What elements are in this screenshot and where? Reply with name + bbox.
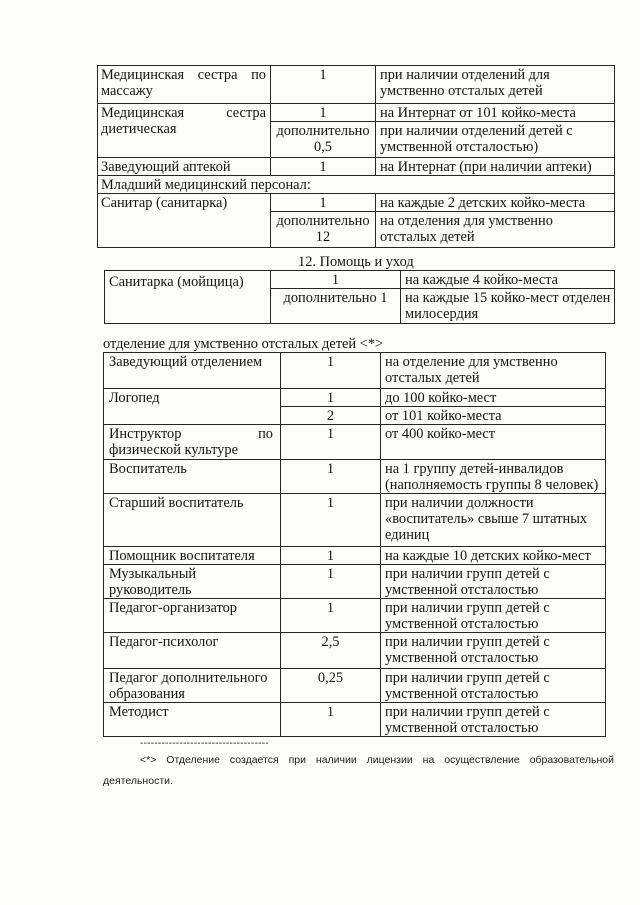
count-cell: 1 [281, 565, 381, 599]
table-row [104, 460, 606, 494]
cell-text-line: Инструктор по [109, 426, 273, 442]
group-heading-cell: Младший медицинский персонал: [98, 176, 615, 194]
note-cell: на Интернат от 101 койко-места [376, 104, 615, 122]
table-row [98, 194, 615, 212]
position-cell: Воспитатель [104, 460, 281, 494]
cell-text-line: Медицинская сестра [101, 105, 266, 121]
footnote-separator: ------------------------------------ [140, 738, 269, 749]
cell-text-line: физической культуре [109, 442, 238, 458]
note-cell: на Интернат (при наличии аптеки) [376, 158, 615, 176]
count-cell: дополнительно 12 [271, 212, 376, 248]
position-cell: Заведующий аптекой [98, 158, 271, 176]
count-cell: 1 [271, 66, 376, 104]
note-cell: на отделения для умственно отсталых детей [376, 212, 615, 248]
subsection-title: отделение для умственно отсталых детей <*> [103, 336, 384, 352]
count-cell: 1 [271, 194, 376, 212]
table-row [98, 104, 615, 122]
cell-text-line: массажу [101, 83, 153, 99]
position-cell: Педагог-организатор [104, 599, 281, 633]
table-row [98, 158, 615, 176]
cell-text-line: Медицинская сестра по [101, 67, 266, 83]
position-cell: Педагог дополнительного образования [104, 669, 281, 703]
count-cell: 1 [281, 547, 381, 565]
table-row [105, 271, 615, 289]
count-cell: 1 [281, 353, 381, 389]
position-cell: Помощник воспитателя [104, 547, 281, 565]
note-cell: при наличии должности «воспитатель» свыше 7 штатных единиц [381, 494, 606, 547]
position-cell: Музыкальный руководитель [104, 565, 281, 599]
footnote-text: <*> Отделение создается при наличии лицензии на осуществление образовательной деятельности. [103, 754, 614, 787]
count-cell: дополнительно 0,5 [271, 122, 376, 158]
cell-text-line: диетическая [101, 121, 177, 137]
count-cell: 0,25 [281, 669, 381, 703]
table-row [104, 599, 606, 633]
position-cell: Заведующий отделением [104, 353, 281, 389]
care-staff-table [104, 270, 615, 324]
table-row [104, 669, 606, 703]
section-title: 12. Помощь и уход [298, 254, 414, 270]
count-cell: 1 [271, 158, 376, 176]
count-cell: 1 [281, 389, 381, 407]
note-cell: при наличии групп детей с умственной отсталостью [381, 565, 606, 599]
note-cell: при наличии отделений детей с умственной отсталостью) [376, 122, 615, 158]
table-row [104, 565, 606, 599]
note-cell: от 400 койко-мест [381, 425, 606, 460]
position-cell: Методист [104, 703, 281, 737]
note-cell: на каждые 10 детских койко-мест [381, 547, 606, 565]
count-cell: 2 [281, 407, 381, 425]
note-cell: при наличии групп детей с умственной отсталостью [381, 669, 606, 703]
note-cell: на каждые 15 койко-мест отделен милосердия [401, 289, 615, 324]
note-cell: при наличии групп детей с умственной отсталостью [381, 599, 606, 633]
note-cell: от 101 койко-места [381, 407, 606, 425]
position-cell [98, 66, 271, 104]
table-group-row [98, 176, 615, 194]
table-row [104, 425, 606, 460]
table-row [104, 547, 606, 565]
table-row [104, 353, 606, 389]
position-cell: Санитар (санитарка) [98, 194, 271, 248]
table-row [104, 633, 606, 669]
note-cell: при наличии отделений для умственно отсталых детей [376, 66, 615, 104]
count-cell: 1 [281, 460, 381, 494]
table-row [104, 494, 606, 547]
count-cell: дополнительно 1 [271, 289, 401, 324]
note-cell: на каждые 4 койко-места [401, 271, 615, 289]
position-cell: Старший воспитатель [104, 494, 281, 547]
note-cell: на отделение для умственно отсталых детей [381, 353, 606, 389]
note-cell: на каждые 2 детских койко-места [376, 194, 615, 212]
medical-staff-table [97, 65, 615, 248]
note-cell: до 100 койко-мест [381, 389, 606, 407]
count-cell: 2,5 [281, 633, 381, 669]
count-cell: 1 [281, 599, 381, 633]
note-cell: при наличии групп детей с умственной отсталостью [381, 703, 606, 737]
count-cell: 1 [281, 703, 381, 737]
department-staff-table [103, 352, 606, 737]
count-cell: 1 [271, 271, 401, 289]
position-cell: Логопед [104, 389, 281, 425]
count-cell: 1 [281, 494, 381, 547]
note-cell: при наличии групп детей с умственной отсталостью [381, 633, 606, 669]
table-row [104, 389, 606, 407]
position-cell [98, 104, 271, 158]
position-cell [104, 425, 281, 460]
count-cell: 1 [271, 104, 376, 122]
note-cell: на 1 группу детей-инвалидов (наполняемость группы 8 человек) [381, 460, 606, 494]
position-cell: Педагог-психолог [104, 633, 281, 669]
count-cell: 1 [281, 425, 381, 460]
position-cell: Санитарка (мойщица) [105, 271, 271, 324]
table-row [104, 703, 606, 737]
table-row [98, 66, 615, 104]
